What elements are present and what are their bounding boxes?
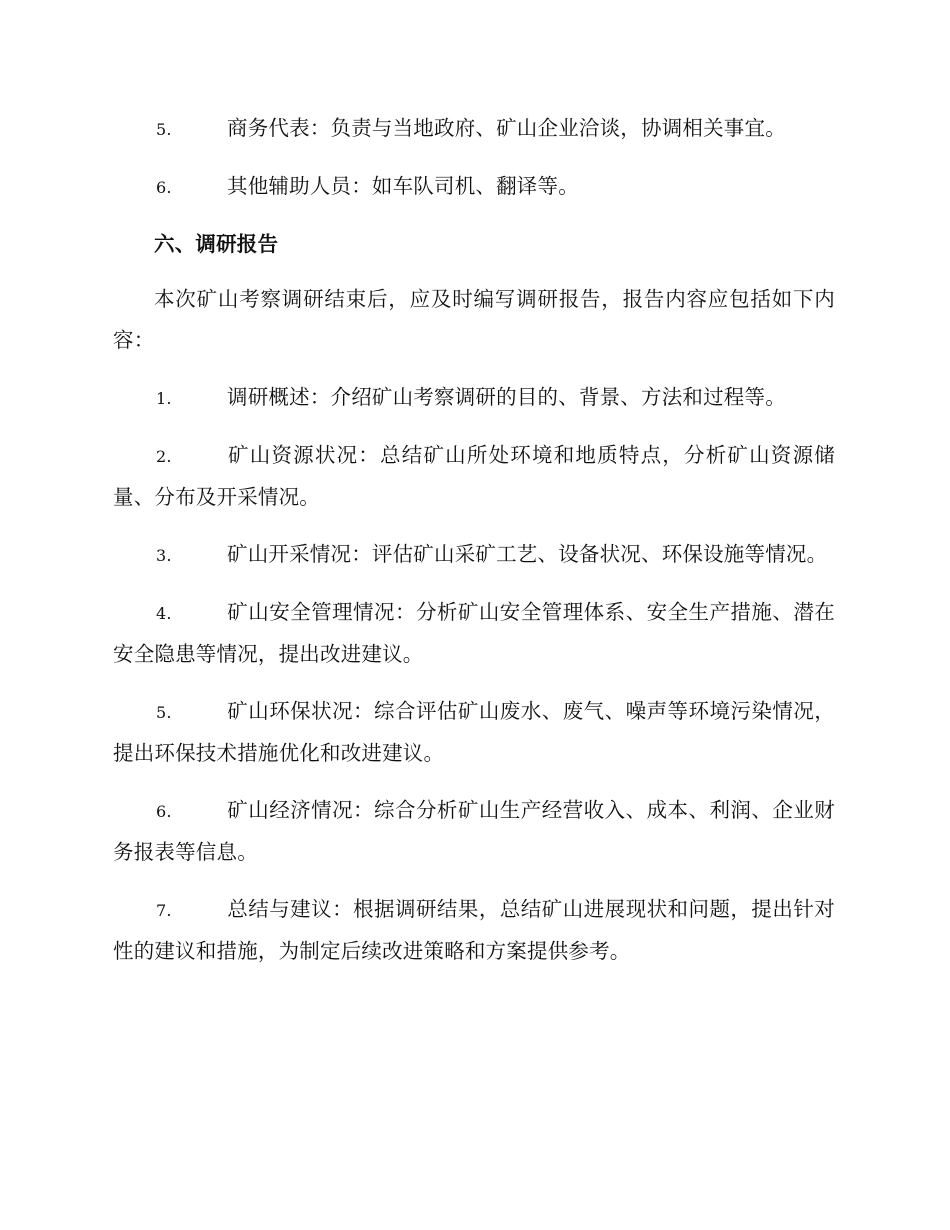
list-item-role-6 (113, 166, 835, 208)
list-item-text: 矿山经济情况：综合分析矿山生产经营收入、成本、利润、企业财务报表等信息。 (113, 798, 835, 864)
list-number: 6. (156, 802, 172, 821)
list-item-text: 商务代表：负责与当地政府、矿山企业洽谈，协调相关事宜。 (227, 116, 786, 140)
list-number: 1. (156, 389, 172, 408)
list-item-report-6 (113, 790, 835, 873)
list-item-text: 矿山环保状况：综合评估矿山废水、废气、噪声等环境污染情况，提出环保技术措施优化和改进建议。 (113, 699, 835, 765)
list-item-text: 其他辅助人员：如车队司机、翻译等。 (227, 174, 579, 198)
list-number: 5. (156, 703, 172, 722)
document-body (113, 108, 835, 988)
list-number: 6. (156, 178, 172, 197)
list-item-report-1 (113, 377, 835, 419)
list-number: 3. (156, 546, 172, 565)
list-item-text: 总结与建议：根据调研结果，总结矿山进展现状和问题，提出针对性的建议和措施，为制定后续改进策略和方案提供参考。 (113, 897, 835, 963)
list-number: 2. (156, 447, 172, 466)
list-number: 4. (156, 604, 172, 623)
list-number: 5. (156, 120, 172, 139)
list-item-text: 调研概述：介绍矿山考察调研的目的、背景、方法和过程等。 (227, 385, 786, 409)
list-item-report-7 (113, 889, 835, 972)
list-item-role-5 (113, 108, 835, 150)
list-item-report-3 (113, 534, 835, 576)
list-item-report-5 (113, 691, 835, 774)
list-item-text: 矿山开采情况：评估矿山采矿工艺、设备状况、环保设施等情况。 (227, 542, 828, 566)
list-item-report-4 (113, 592, 835, 675)
list-item-text: 矿山安全管理情况：分析矿山安全管理体系、安全生产措施、潜在安全隐患等情况，提出改进建议。 (113, 600, 835, 666)
section-heading: 六、调研报告 (154, 232, 279, 256)
list-item-text: 矿山资源状况：总结矿山所处环境和地质特点，分析矿山资源储量、分布及开采情况。 (113, 443, 835, 509)
list-item-report-2 (113, 435, 835, 518)
list-number: 7. (156, 901, 172, 920)
intro-paragraph: 本次矿山考察调研结束后，应及时编写调研报告，报告内容应包括如下内容： (113, 287, 835, 352)
